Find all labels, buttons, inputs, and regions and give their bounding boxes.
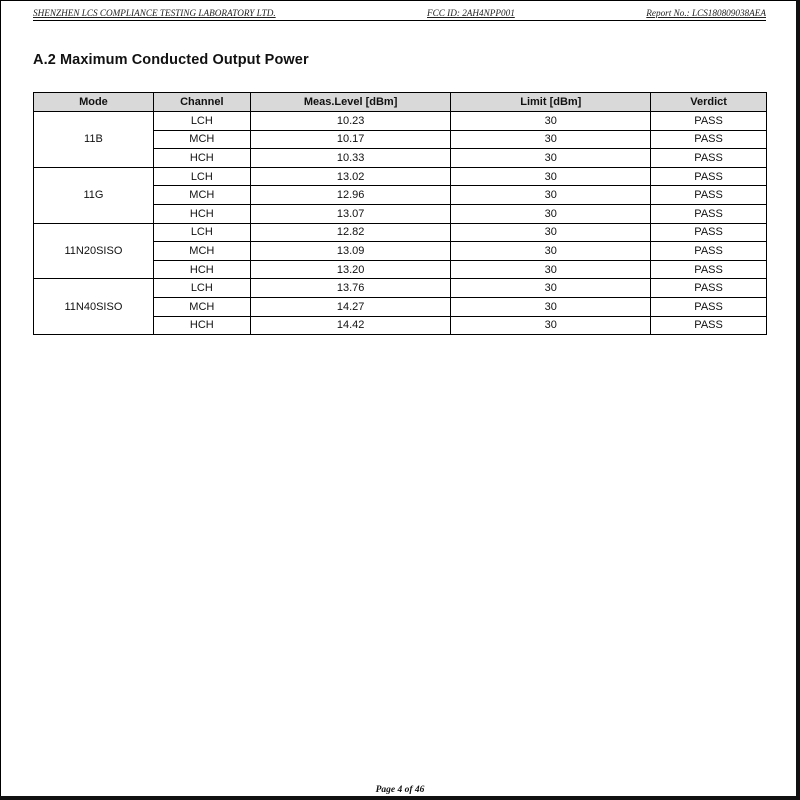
channel-cell: MCH	[153, 130, 250, 149]
header-report-number: Report No.: LCS180809038AEA	[646, 8, 766, 18]
channel-cell: MCH	[153, 186, 250, 205]
limit-cell: 30	[451, 297, 651, 316]
level-cell: 13.20	[250, 260, 451, 279]
level-cell: 12.96	[250, 186, 451, 205]
table-row	[34, 167, 767, 186]
channel-cell: LCH	[153, 167, 250, 186]
verdict-cell: PASS	[651, 223, 767, 242]
verdict-cell: PASS	[651, 149, 767, 168]
level-cell: 13.09	[250, 242, 451, 261]
level-cell: 13.07	[250, 204, 451, 223]
verdict-cell: PASS	[651, 297, 767, 316]
limit-cell: 30	[451, 260, 651, 279]
column-header-limit: Limit [dBm]	[451, 93, 651, 112]
level-cell: 14.42	[250, 316, 451, 335]
section-title: A.2 Maximum Conducted Output Power	[33, 52, 309, 68]
table-header-row	[34, 93, 767, 112]
limit-cell: 30	[451, 242, 651, 261]
table-row	[34, 279, 767, 298]
verdict-cell: PASS	[651, 242, 767, 261]
page-number: Page 4 of 46	[375, 785, 425, 795]
header-lab-name: SHENZHEN LCS COMPLIANCE TESTING LABORATORY LTD.	[33, 8, 276, 18]
column-header-mode: Mode	[34, 93, 154, 112]
verdict-cell: PASS	[651, 130, 767, 149]
level-cell: 13.76	[250, 279, 451, 298]
verdict-cell: PASS	[651, 204, 767, 223]
channel-cell: HCH	[153, 260, 250, 279]
column-header-meas-level: Meas.Level [dBm]	[250, 93, 451, 112]
verdict-cell: PASS	[651, 112, 767, 131]
limit-cell: 30	[451, 204, 651, 223]
column-header-channel: Channel	[153, 93, 250, 112]
table-body	[34, 112, 767, 335]
level-cell: 14.27	[250, 297, 451, 316]
header-fcc-id: FCC ID: 2AH4NPP001	[427, 8, 515, 18]
level-cell: 13.02	[250, 167, 451, 186]
channel-cell: MCH	[153, 242, 250, 261]
limit-cell: 30	[451, 186, 651, 205]
verdict-cell: PASS	[651, 167, 767, 186]
page-edge-right	[796, 0, 800, 800]
channel-cell: HCH	[153, 204, 250, 223]
channel-cell: LCH	[153, 112, 250, 131]
channel-cell: HCH	[153, 149, 250, 168]
table-row	[34, 112, 767, 131]
limit-cell: 30	[451, 130, 651, 149]
level-cell: 12.82	[250, 223, 451, 242]
page-header	[33, 8, 766, 21]
page-edge-bottom	[0, 796, 800, 800]
limit-cell: 30	[451, 167, 651, 186]
verdict-cell: PASS	[651, 260, 767, 279]
limit-cell: 30	[451, 279, 651, 298]
limit-cell: 30	[451, 149, 651, 168]
mode-cell: 11G	[34, 167, 154, 223]
channel-cell: LCH	[153, 223, 250, 242]
limit-cell: 30	[451, 223, 651, 242]
level-cell: 10.23	[250, 112, 451, 131]
verdict-cell: PASS	[651, 279, 767, 298]
channel-cell: HCH	[153, 316, 250, 335]
verdict-cell: PASS	[651, 316, 767, 335]
mode-cell: 11N40SISO	[34, 279, 154, 335]
verdict-cell: PASS	[651, 186, 767, 205]
level-cell: 10.33	[250, 149, 451, 168]
output-power-table	[33, 92, 767, 335]
level-cell: 10.17	[250, 130, 451, 149]
mode-cell: 11N20SISO	[34, 223, 154, 279]
mode-cell: 11B	[34, 112, 154, 168]
channel-cell: LCH	[153, 279, 250, 298]
table-row	[34, 223, 767, 242]
limit-cell: 30	[451, 316, 651, 335]
column-header-verdict: Verdict	[651, 93, 767, 112]
channel-cell: MCH	[153, 297, 250, 316]
limit-cell: 30	[451, 112, 651, 131]
